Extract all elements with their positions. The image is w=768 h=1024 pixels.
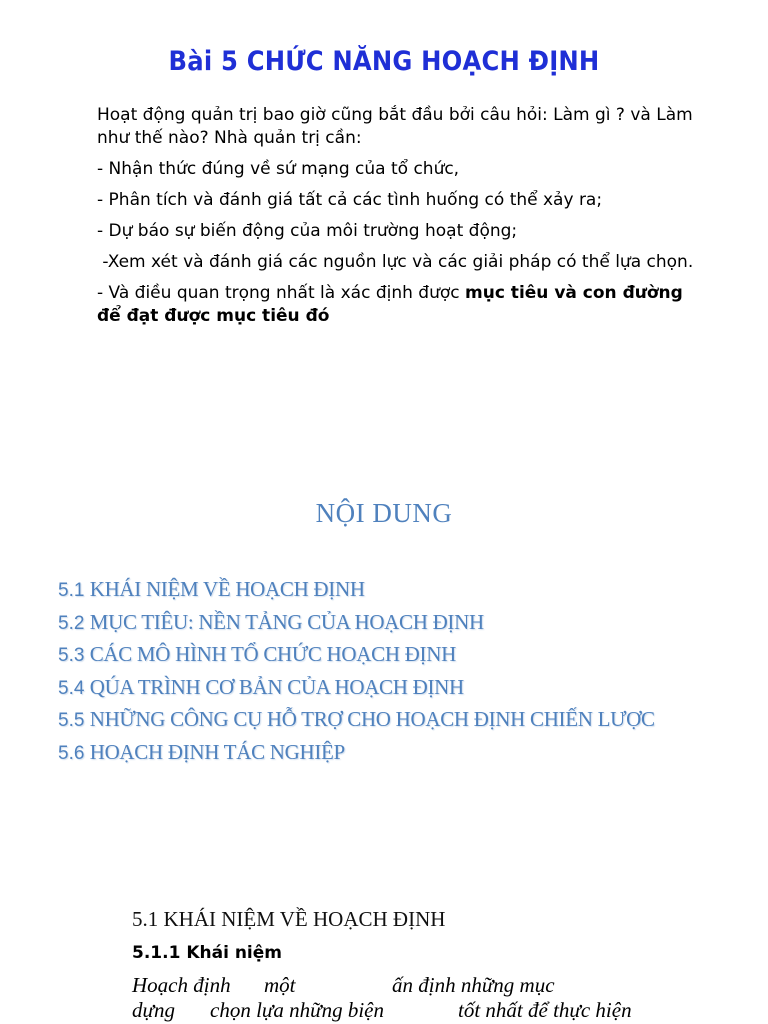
toc-title: CÁC MÔ HÌNH TỔ CHỨC HOẠCH ĐỊNH (89, 642, 456, 666)
lesson-title: Bài 5 CHỨC NĂNG HOẠCH ĐỊNH (168, 46, 600, 77)
definition-fragment: dựng (132, 998, 175, 1022)
definition-fragment: chọn lựa những biện (210, 998, 384, 1022)
bullet-forecast: - Dự báo sự biến động của môi trường hoạt động; (97, 221, 518, 241)
toc-item (58, 736, 758, 769)
definition-fragment: một (264, 973, 296, 997)
slide-intro (0, 0, 768, 395)
toc-item (58, 638, 758, 671)
toc-title: KHÁI NIỆM VỀ HOẠCH ĐỊNH (89, 577, 365, 601)
toc-item (58, 606, 758, 639)
intro-paragraph: Hoạt động quản trị bao giờ cũng bắt đầu bởi câu hỏi: Làm gì ? và Làm như thế nào? Nhà quản trị cần: (97, 105, 693, 148)
toc-number: 5.6 (58, 742, 90, 764)
definition-fragment: Hoạch định (132, 973, 231, 997)
section-title: 5.1 KHÁI NIỆM VỀ HOẠCH ĐỊNH (132, 907, 446, 931)
toc-number: 5.5 (58, 710, 90, 731)
definition-fragment: ấn định những mục (392, 973, 555, 997)
toc-title: HOẠCH ĐỊNH TÁC NGHIỆP (89, 739, 345, 764)
toc-number: 5.4 (58, 677, 90, 699)
contents-heading: NỘI DUNG (315, 498, 453, 528)
toc-title: QÚA TRÌNH CƠ BẢN CỦA HOẠCH ĐỊNH (89, 674, 464, 699)
bullet-resources: -Xem xét và đánh giá các nguồn lực và các giải pháp có thể lựa chọn. (97, 252, 694, 272)
table-of-contents (58, 573, 758, 768)
bullet-goal-bold: mục tiêu và con đường để đạt được mục tiêu đó (97, 283, 683, 326)
toc-item (58, 671, 758, 704)
bullet-mission: - Nhận thức đúng về sứ mạng của tổ chức, (97, 159, 460, 179)
toc-title: MỤC TIÊU: NỀN TẢNG CỦA HOẠCH ĐỊNH (89, 609, 484, 634)
definition-fragment: tốt nhất để thực hiện (458, 998, 632, 1022)
toc-item (58, 703, 758, 736)
subsection-title: 5.1.1 Khái niệm (132, 943, 282, 963)
toc-item (58, 573, 758, 606)
bullet-goal-plain: - Và điều quan trọng nhất là xác định được (97, 283, 465, 303)
bullet-analysis: - Phân tích và đánh giá tất cả các tình huống có thể xảy ra; (97, 190, 603, 210)
bullet-goal (97, 282, 712, 328)
toc-number: 5.2 (58, 612, 90, 634)
toc-number: 5.1 (58, 580, 90, 601)
intro-text-block (97, 104, 712, 336)
slide-concept (0, 835, 768, 1024)
slide-contents (0, 395, 768, 835)
toc-number: 5.3 (58, 645, 90, 666)
toc-title: NHỮNG CÔNG CỤ HỖ TRỢ CHO HOẠCH ĐỊNH CHIẾN LƯỢC (89, 707, 655, 731)
